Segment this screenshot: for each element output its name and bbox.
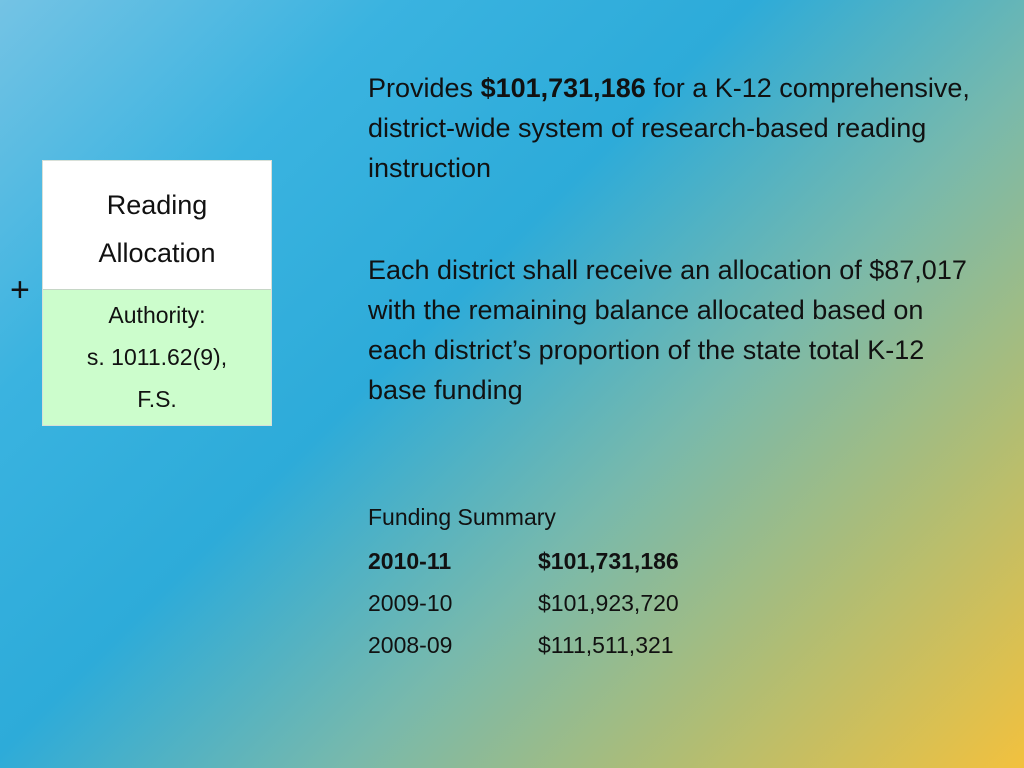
funding-row bbox=[368, 582, 679, 624]
funding-amount: $111,511,321 bbox=[538, 632, 674, 658]
funding-amount: $101,923,720 bbox=[538, 590, 679, 616]
funding-year: 2009-10 bbox=[368, 590, 453, 616]
provides-prefix: Provides bbox=[368, 73, 481, 103]
provides-paragraph bbox=[368, 68, 978, 188]
reading-allocation-card bbox=[42, 160, 272, 426]
provides-amount: $101,731,186 bbox=[480, 73, 646, 103]
authority-statute: s. 1011.62(9), bbox=[86, 344, 228, 370]
funding-year: 2008-09 bbox=[368, 632, 453, 658]
funding-row bbox=[368, 624, 679, 666]
funding-amount: $101,731,186 bbox=[538, 548, 679, 574]
authority-label: Authority: bbox=[108, 302, 206, 328]
provides-suffix: for a K-12 comprehensive, district-wide system of research-based reading instruction bbox=[368, 73, 970, 183]
funding-summary bbox=[368, 500, 679, 666]
card-authority bbox=[43, 289, 271, 425]
card-title bbox=[43, 161, 271, 289]
card-title-line-1: Reading bbox=[106, 190, 208, 220]
funding-summary-title: Funding Summary bbox=[368, 504, 556, 530]
card-title-line-2: Allocation bbox=[98, 238, 216, 268]
authority-source: F.S. bbox=[137, 386, 177, 412]
funding-year: 2010-11 bbox=[368, 548, 452, 574]
plus-symbol: + bbox=[10, 271, 30, 309]
allocation-paragraph: Each district shall receive an allocation of $87,017 with the remaining balance allocated based on each district’s proportion of the state total K-12 base funding bbox=[368, 255, 967, 405]
funding-row bbox=[368, 540, 679, 582]
